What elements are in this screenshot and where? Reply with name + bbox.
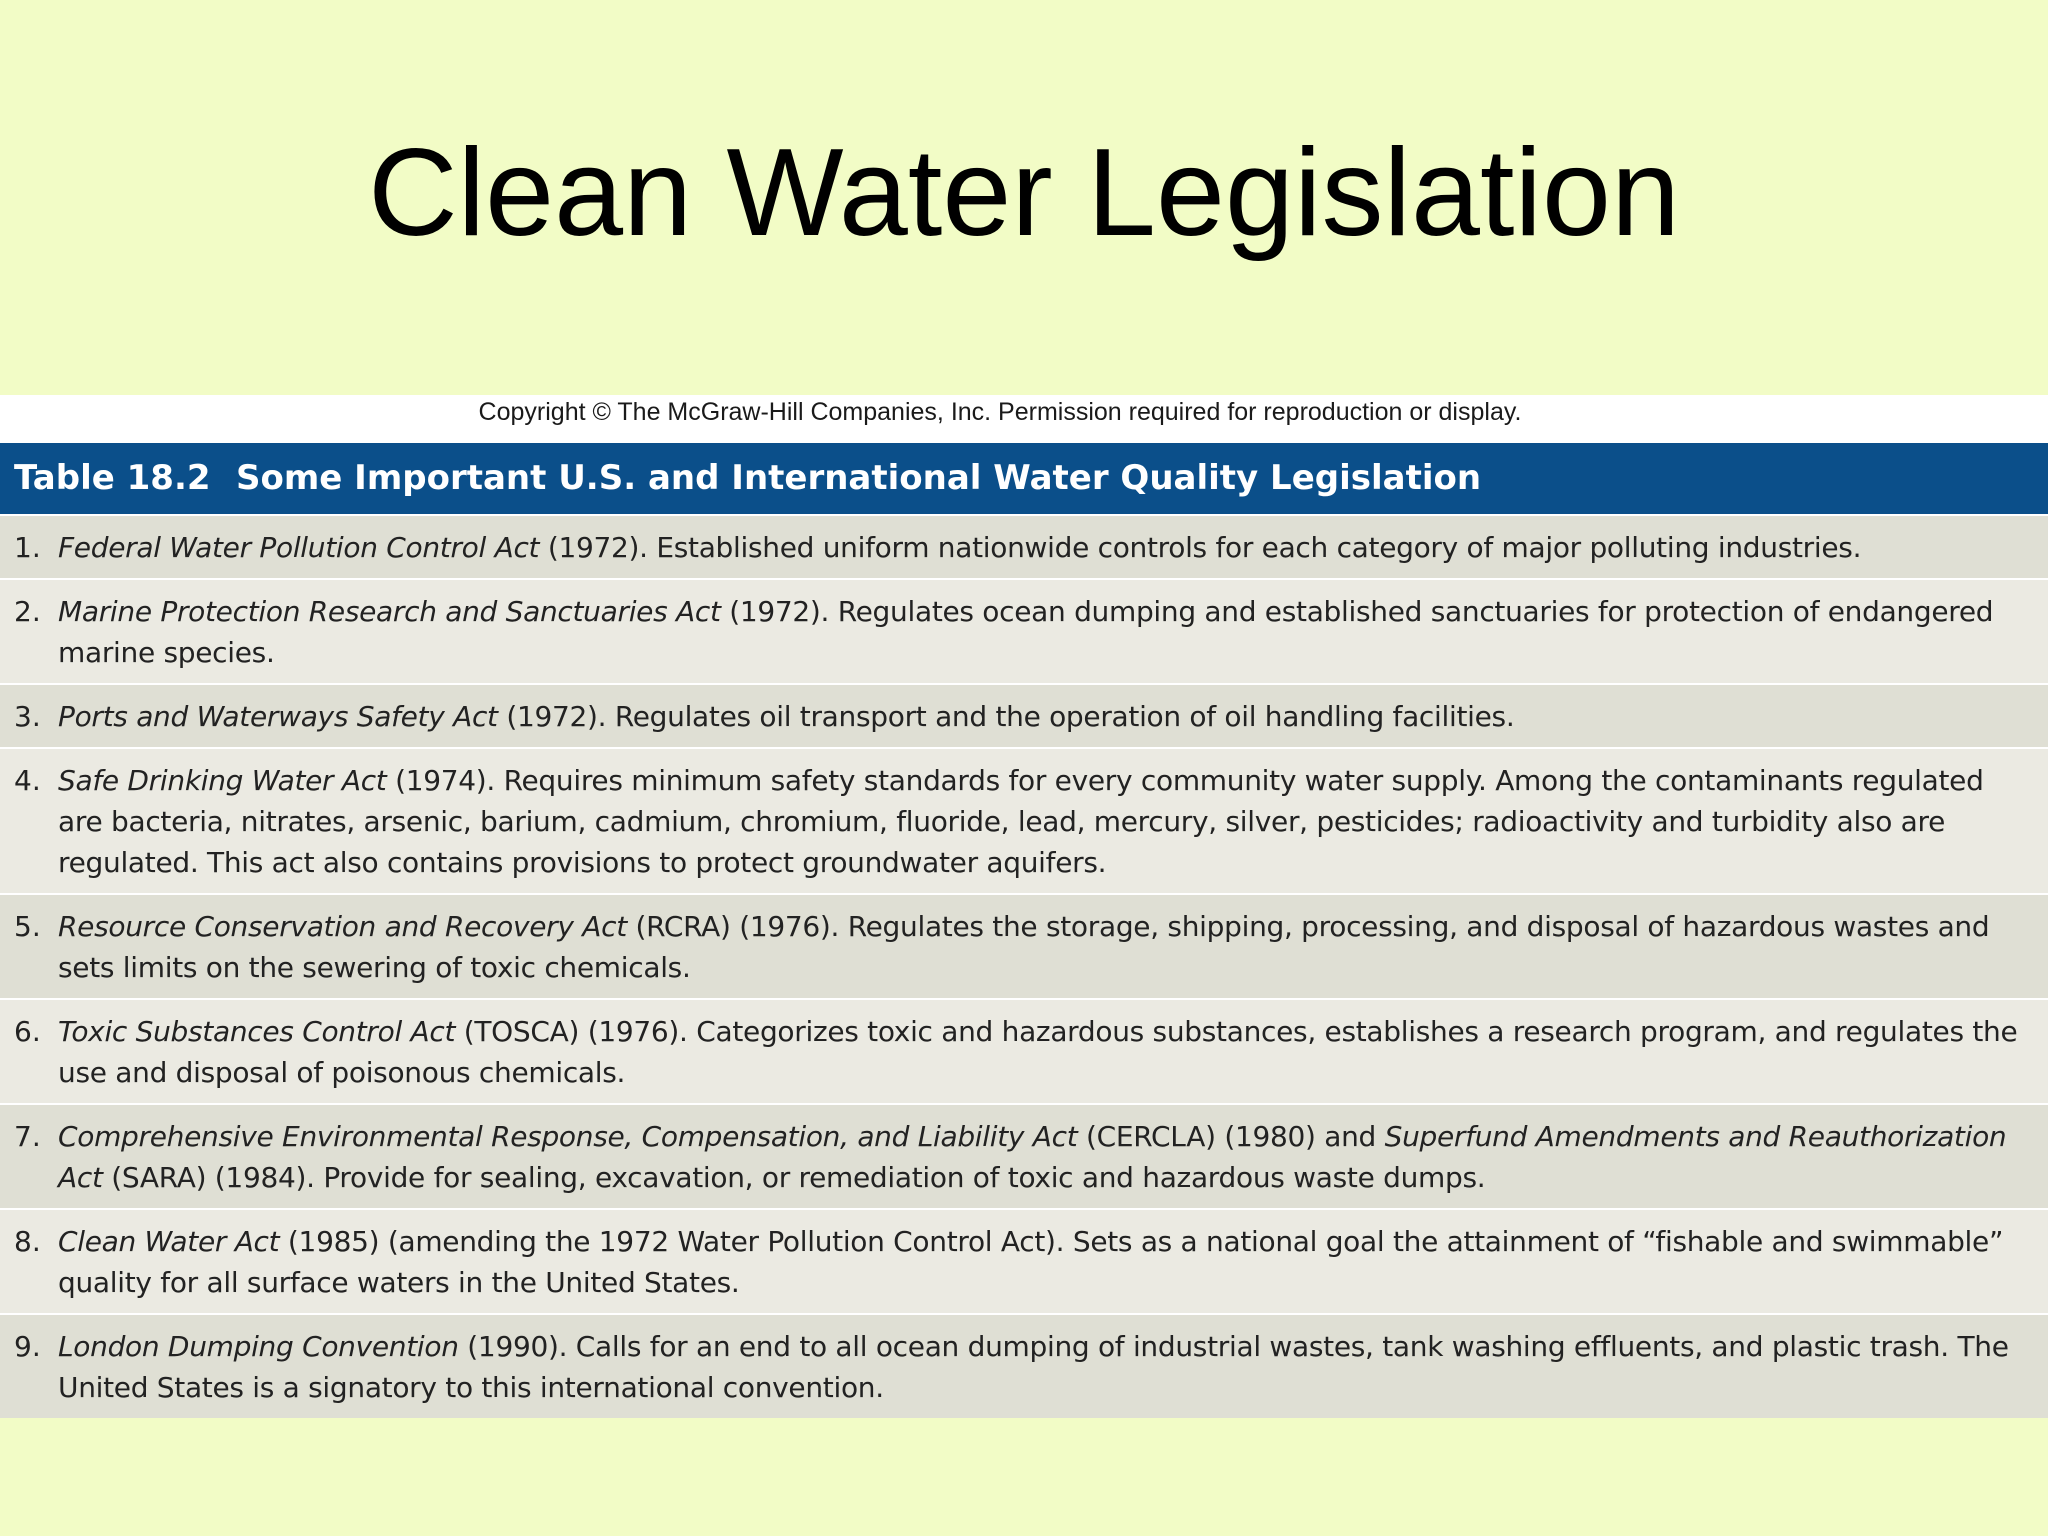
act-name: Comprehensive Environmental Response, Compensation, and Liability Act [58, 1120, 1078, 1153]
act-description: (TOSCA) (1976). Categorizes toxic and hazardous substances, establishes a research program, and regulates the use and disposal of poisonous chemicals. [58, 1015, 2018, 1089]
table-number: Table 18.2 [14, 458, 211, 498]
row-text [58, 1326, 2032, 1408]
act-description: (1985) (amending the 1972 Water Pollution Control Act). Sets as a national goal the attainment of “fishable and swimmable” quality for all surface waters in the United States. [58, 1225, 2004, 1299]
act-description: (1990). Calls for an end to all ocean dumping of industrial wastes, tank washing effluents, and plastic trash. The United States is a signatory to this international convention. [58, 1330, 2009, 1404]
row-number: 5. [14, 910, 41, 943]
act-description: (CERCLA) (1980) and [1077, 1120, 1385, 1153]
row-number: 9. [14, 1330, 41, 1363]
row-text [58, 1011, 2032, 1093]
table-row [0, 893, 2048, 998]
row-text [58, 527, 2032, 568]
row-text [58, 696, 2032, 737]
act-description: (1972). Regulates ocean dumping and established sanctuaries for protection of endangered marine species. [58, 595, 1994, 669]
table-row [0, 998, 2048, 1103]
table-header [0, 443, 2048, 514]
row-number: 3. [14, 700, 41, 733]
row-text [58, 760, 2032, 883]
act-name: Marine Protection Research and Sanctuaries Act [58, 595, 721, 628]
copyright-text: Copyright © The McGraw-Hill Companies, Inc. Permission required for reproduction or display. [478, 398, 1522, 426]
act-description-secondary: (SARA) (1984). Provide for sealing, excavation, or remediation of toxic and hazardous waste dumps. [102, 1161, 1486, 1194]
row-number: 4. [14, 764, 41, 797]
row-text [58, 906, 2032, 988]
act-name: Clean Water Act [58, 1225, 280, 1258]
slide-title: Clean Water Legislation [368, 124, 1680, 262]
table-row [0, 1313, 2048, 1418]
legislation-table [0, 514, 2048, 1418]
act-name: Safe Drinking Water Act [58, 764, 387, 797]
act-name: London Dumping Convention [58, 1330, 459, 1363]
act-description: (1972). Regulates oil transport and the operation of oil handling facilities. [497, 700, 1515, 733]
act-description: (RCRA) (1976). Regulates the storage, shipping, processing, and disposal of hazardous wastes and sets limits on the sewering of toxic chemicals. [58, 910, 1990, 984]
table-row [0, 747, 2048, 893]
row-text [58, 1221, 2032, 1303]
row-number: 6. [14, 1015, 41, 1048]
row-text [58, 591, 2032, 673]
act-name-secondary: Superfund Amendments and Reauthorization Act [58, 1120, 2007, 1194]
row-number: 8. [14, 1225, 41, 1258]
table-row [0, 578, 2048, 683]
copyright-notice [0, 395, 2048, 443]
act-name: Ports and Waterways Safety Act [58, 700, 498, 733]
row-number: 7. [14, 1120, 41, 1153]
act-name: Toxic Substances Control Act [58, 1015, 456, 1048]
act-name: Federal Water Pollution Control Act [58, 531, 540, 564]
table-row [0, 683, 2048, 747]
table-title: Some Important U.S. and International Water Quality Legislation [236, 458, 1482, 498]
act-name: Resource Conservation and Recovery Act [58, 910, 627, 943]
table-row [0, 1103, 2048, 1208]
row-number: 1. [14, 531, 41, 564]
row-number: 2. [14, 595, 41, 628]
act-description: (1974). Requires minimum safety standards for every community water supply. Among the contaminants regulated are bacteria, nitrates, arsenic, barium, cadmium, chromium, fluoride, lead, mercury, silver, pesticides; radioactivity and turbidity also are regulated. This act also contains provisions to protect groundwater aquifers. [58, 764, 1984, 879]
act-description: (1972). Established uniform nationwide controls for each category of major polluting industries. [539, 531, 1862, 564]
table-row [0, 514, 2048, 578]
table-row [0, 1208, 2048, 1313]
row-text [58, 1116, 2032, 1198]
